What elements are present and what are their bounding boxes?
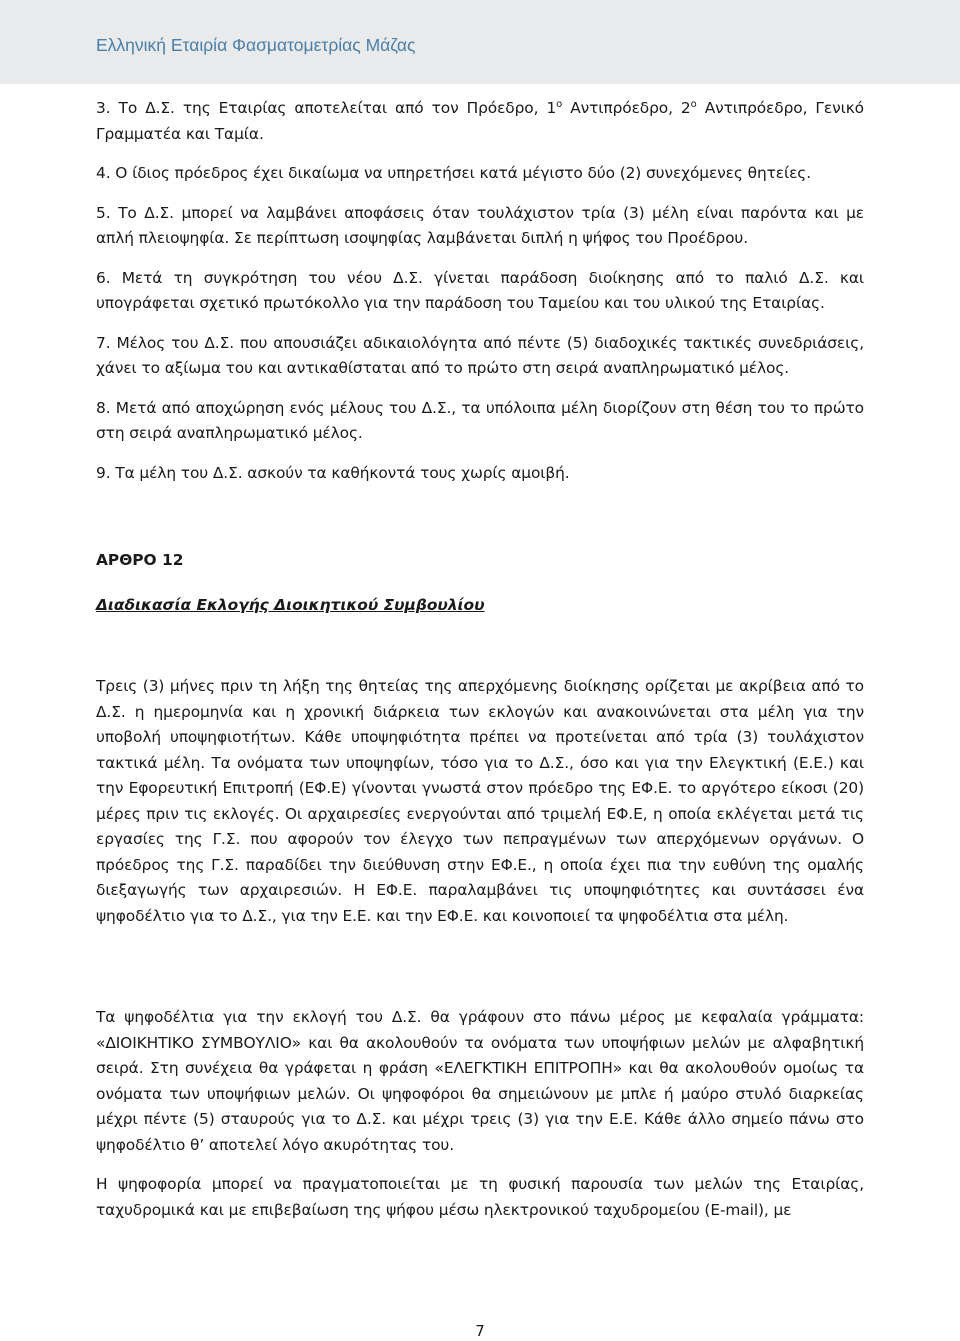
item-3-text-b: Αντιπρόεδρο, 2	[562, 99, 691, 117]
list-item: 4. Ο ίδιος πρόεδρος έχει δικαίωμα να υπηρετήσει κατά μέγιστο δύο (2) συνεχόμενες θητείες.	[96, 164, 812, 182]
page-header	[0, 0, 960, 84]
item-3-text-a: 3. Το Δ.Σ. της Εταιρίας αποτελείται από τον Πρόεδρο, 1	[96, 99, 557, 117]
item-3-text-c: Αντιπρόεδρο, Γενικό Γραμματέα και Ταμία.	[96, 99, 864, 143]
paragraph: Η ψηφοφορία μπορεί να πραγματοποιείται με τη φυσική παρουσία των μελών της Εταιρίας, ταχυδρομικά και με επιβεβαίωση της ψήφου μέσω ηλεκτρονικού ταχυδρομείου (E-mail), με	[96, 1175, 864, 1219]
header-title: Ελληνική Εταιρία Φασματομετρίας Μάζας	[96, 35, 416, 55]
article-heading: ΑΡΘΡΟ 12	[96, 551, 184, 569]
document-body	[96, 96, 864, 1223]
list-item: 8. Μετά από αποχώρηση ενός μέλους του Δ.Σ., τα υπόλοιπα μέλη διορίζουν στη θέση του το πρώτο στη σειρά αναπληρωματικό μέλος.	[96, 398, 864, 442]
page-number: 7	[475, 1322, 485, 1340]
list-item: 9. Τα μέλη του Δ.Σ. ασκούν τα καθήκοντά τους χωρίς αμοιβή.	[96, 463, 570, 482]
list-item: 6. Μετά τη συγκρότηση του νέου Δ.Σ. γίνεται παράδοση διοίκησης από το παλιό Δ.Σ. και υπογράφεται σχετικό πρωτόκολλο για την παράδοση του Ταμείου και του υλικού της Εταιρίας.	[96, 268, 864, 312]
list-item: 5. Το Δ.Σ. μπορεί να λαμβάνει αποφάσεις όταν τουλάχιστον τρία (3) μέλη είναι παρόντα και με απλή πλειοψηφία. Σε περίπτωση ισοψηφίας λαμβάνεται διπλή η ψήφος του Προέδρου.	[96, 203, 864, 247]
article-subtitle: Διαδικασία Εκλογής Διοικητικού Συμβουλίου	[96, 596, 485, 614]
paragraph: Τρεις (3) μήνες πριν τη λήξη της θητείας της απερχόμενης διοίκησης ορίζεται με ακρίβεια από το Δ.Σ. η ημερομηνία και η χρονική διάρκεια των εκλογών και ανακοινώνεται στα μέλη για την υποβολή υποψηφιοτήτων. Κάθε υποψηφιότητα πρέπει να προτείνεται από τρία (3) τουλάχιστον τακτικά μέλη. Τα ονόματα των υποψηφίων, τόσο για το Δ.Σ., όσο και για την Ελεγκτική (Ε.Ε.) και την Εφορευτική Επιτροπή (ΕΦ.Ε) γίνονται γνωστά στον πρόεδρο της ΕΦ.Ε. το αργότερο είκοσι (20) μέρες πριν τις εκλογές. Οι αρχαιρεσίες ενεργούνται από τριμελή ΕΦ.Ε, η οποία εκλέγεται μετά τις εργασίες της Γ.Σ. που αφορούν τον έλεγχο των πεπραγμένων των απερχόμενων οργάνων. Ο πρόεδρος της Γ.Σ. παραδίδει την διεύθυνση στην ΕΦ.Ε., η οποία έχει πια την ευθύνη της ομαλής διεξαγωγής των αρχαιρεσιών. Η ΕΦ.Ε. παραλαμβάνει τις υποψηφιότητες και συντάσσει ένα ψηφοδέλτιο για το Δ.Σ., για την Ε.Ε. και την ΕΦ.Ε. και κοινοποιεί τα ψηφοδέλτια στα μέλη.	[96, 677, 864, 925]
superscript: ο	[556, 99, 563, 110]
list-item: 7. Μέλος του Δ.Σ. που απουσιάζει αδικαιολόγητα από πέντε (5) διαδοχικές τακτικές συνεδριάσεις, χάνει το αξίωμα του και αντικαθίσταται από το πρώτο στη σειρά αναπληρωματικό μέλος.	[96, 333, 864, 377]
list-item	[96, 96, 864, 147]
superscript: ο	[690, 99, 697, 110]
paragraph: Τα ψηφοδέλτια για την εκλογή του Δ.Σ. θα γράφουν στο πάνω μέρος με κεφαλαία γράμματα: «ΔΙΟΙΚΗΤΙΚΟ ΣΥΜΒΟΥΛΙΟ» και θα ακολουθούν τα ονόματα των υποψήφιων μελών με αλφαβητική σειρά. Στη συνέχεια θα γράφεται η φράση «ΕΛΕΓΚΤΙΚΗ ΕΠΙΤΡΟΠΗ» και θα ακολουθούν ομοίως τα ονόματα των υποψήφιων μελών. Οι ψηφοφόροι θα σημειώνουν με μπλε ή μαύρο στυλό διαρκείας μέχρι πέντε (5) σταυρούς για το Δ.Σ. και μέχρι τρεις (3) για την Ε.Ε. Κάθε άλλο σημείο πάνω στο ψηφοδέλτιο θ’ αποτελεί λόγο ακυρότητας του.	[96, 1008, 864, 1154]
